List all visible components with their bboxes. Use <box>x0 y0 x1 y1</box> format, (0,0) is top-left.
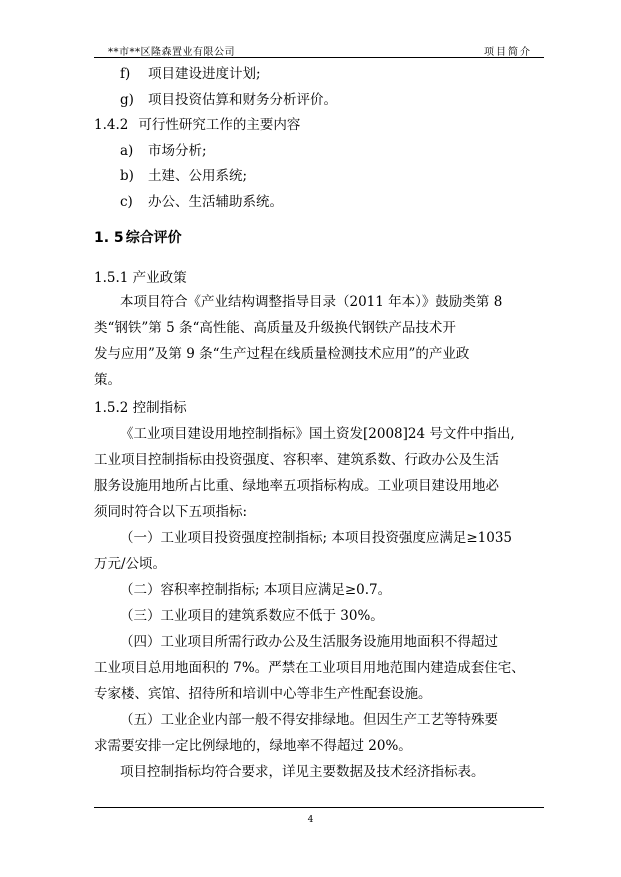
list-item: c) 办公、生活辅助系统。 <box>120 194 283 210</box>
page-header <box>94 41 544 57</box>
subsection-heading: 1.5.2 控制指标 <box>94 400 187 416</box>
paragraph-line: 《工业项目建设用地控制指标》国土资发[2008]24 号文件中指出, <box>120 426 515 442</box>
paragraph-line: 服务设施用地所占比重、绿地率五项指标构成。工业项目建设用地必 <box>94 478 499 494</box>
indicator-line: （三）工业项目的建筑系数应不低于 30%。 <box>120 608 384 624</box>
indicator-line: （四）工业项目所需行政办公及生活服务设施用地面积不得超过 <box>120 634 498 650</box>
paragraph-line: 类“钢铁”第 5 条“高性能、高质量及升级换代钢铁产品技术开 <box>94 320 456 336</box>
paragraph-line: 本项目符合《产业结构调整指导目录（2011 年本）》鼓励类第 8 <box>120 294 503 310</box>
paragraph-line: 发与应用”及第 9 条“生产过程在线质量检测技术应用”的产业政 <box>94 346 470 362</box>
list-item: b) 土建、公用系统; <box>120 168 248 184</box>
indicator-line: （一）工业项目投资强度控制指标; 本项目投资强度应满足≥1035 <box>120 530 513 546</box>
indicator-line: 万元/公顷。 <box>94 556 167 572</box>
indicator-line: 专家楼、宾馆、招待所和培训中心等非生产性配套设施。 <box>94 686 432 702</box>
header-section-title: 项目简介 <box>484 47 532 58</box>
section-heading: 1. 5 综合评价 <box>94 230 182 246</box>
header-company-name: **市**区隆森置业有限公司 <box>108 47 235 58</box>
subsection-heading: 1.5.1 产业政策 <box>94 270 187 286</box>
list-item: f) 项目建设进度计划; <box>120 66 261 82</box>
paragraph-line: 策。 <box>94 372 121 388</box>
indicator-line: （五）工业企业内部一般不得安排绿地。但因生产工艺等特殊要 <box>120 712 498 728</box>
header-divider <box>94 57 544 58</box>
subsection-heading: 1.4.2 可行性研究工作的主要内容 <box>94 117 301 133</box>
footer-divider <box>94 807 544 808</box>
list-item: g) 项目投资估算和财务分析评价。 <box>120 92 337 108</box>
paragraph-line: 工业项目控制指标由投资强度、容积率、建筑系数、行政办公及生活 <box>94 452 499 468</box>
indicator-line: 求需要安排一定比例绿地的，绿地率不得超过 20%。 <box>94 738 412 754</box>
indicator-line: （二）容积率控制指标; 本项目应满足≥0.7。 <box>120 582 392 598</box>
list-item: a) 市场分析; <box>120 143 207 159</box>
page-number: 4 <box>307 815 314 825</box>
paragraph-line: 须同时符合以下五项指标: <box>94 504 248 520</box>
conclusion-line: 项目控制指标均符合要求，详见主要数据及技术经济指标表。 <box>120 764 485 780</box>
indicator-line: 工业项目总用地面积的 7%。严禁在工业项目用地范围内建造成套住宅、 <box>94 660 525 676</box>
